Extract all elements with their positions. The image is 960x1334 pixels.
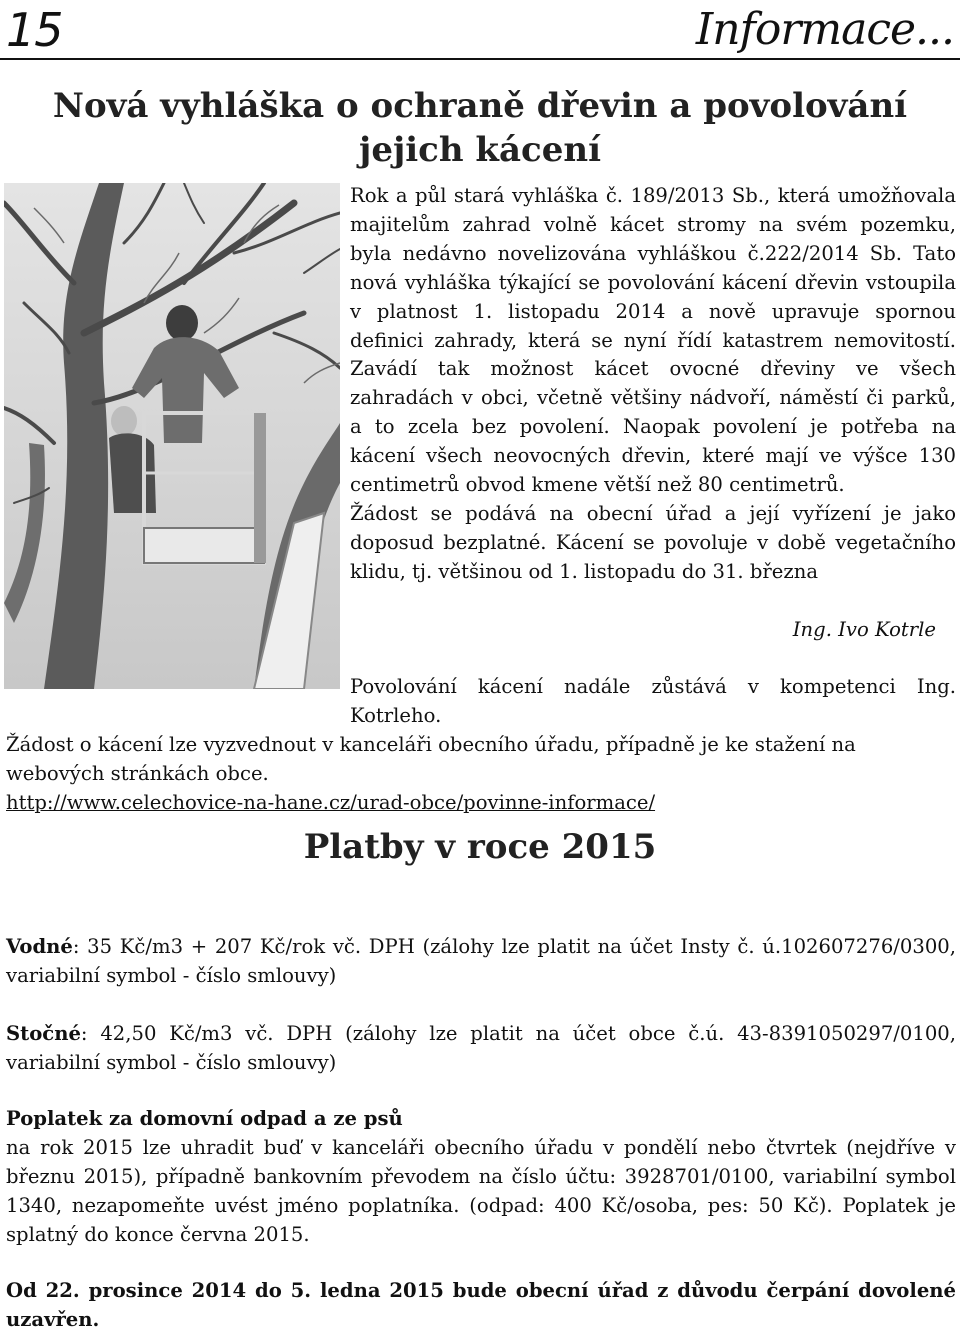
header-rule — [0, 58, 960, 60]
office-closure-notice: Od 22. prosince 2014 do 5. ledna 2015 bude obecní úřad z důvodu čerpání dovolené uzavřen. — [6, 1279, 956, 1331]
article-title — [0, 84, 960, 172]
waste-fee-text: na rok 2015 lze uhradit buď v kanceláři obecního úřadu v pondělí nebo čtvrtek (nejdříve v březnu 2015), případně bankovním převodem na číslo účtu: 3928701/0100, variabilní symbol 1340, nezapomeňte uvést jméno poplatníka. (odpad: 400 Kč/osoba, pes: 50 Kč). Poplatek je splatný do konce června 2015. — [6, 1136, 956, 1246]
municipal-website-link[interactable]: http://www.celechovice-na-hane.cz/urad-obce/povinne-informace/ — [6, 791, 656, 814]
article-paragraph: Rok a půl stará vyhláška č. 189/2013 Sb., která umožňovala majitelům zahrad volně kácet stromy na svém pozemku, byla nedávno novelizována vyhláškou č.222/2014 Sb. Tato nová vyhláška týkající se povolování kácení dřevin vstoupila v platnost 1. listopadu 2014 a nově upravuje spornou definici zahrady, která se nyní řídí katastrem nemovitostí. Zavádí tak možnost kácet ovocné dřeviny ve všech zahradách v obci, včetně většiny nádvoří, náměstí či parků, a to zcela bez povolení. Naopak povolení je potřeba na kácení všech neovocných dřevin, které mají ve výšce 130 centimetrů obvod kmene větší než 80 centimetrů. — [350, 184, 956, 497]
application-note — [6, 730, 956, 817]
article-body — [350, 182, 956, 587]
water-fee-text: : 35 Kč/m3 + 207 Kč/rok vč. DPH (zálohy lze platit na účet Insty č. ú.102607276/0300, variabilní symbol - číslo smlouvy) — [6, 935, 956, 987]
article-title-line1: Nová vyhláška o ochraně dřevin a povolování — [52, 86, 908, 126]
kotrle-note — [350, 672, 956, 730]
water-fee-label: Vodné — [6, 935, 73, 958]
sewer-fee-label: Stočné — [6, 1022, 81, 1045]
waste-fee — [6, 1104, 956, 1249]
waste-fee-heading: Poplatek za domovní odpad a ze psů — [6, 1107, 403, 1130]
kotrle-note-text: Povolování kácení nadále zůstává v kompetenci Ing. Kotrleho. — [350, 675, 956, 727]
page-number: 15 — [6, 3, 63, 57]
payments-title: Platby v roce 2015 — [303, 827, 657, 867]
tree-cutting-photo — [4, 183, 340, 689]
section-title: Informace... — [695, 4, 954, 55]
article-paragraph: Žádost se podává na obecní úřad a její vyřízení je jako doposud bezplatné. Kácení se povoluje v době vegetačního klidu, tj. většinou od 1. listopadu do 31. března — [350, 501, 956, 583]
article-title-line2: jejich kácení — [359, 130, 601, 170]
sewer-fee-text: : 42,50 Kč/m3 vč. DPH (zálohy lze platit na účet obce č.ú. 43-8391050297/0100, variabilní symbol - číslo smlouvy) — [6, 1022, 956, 1074]
article-author: Ing. Ivo Kotrle — [792, 618, 936, 641]
application-note-text: Žádost o kácení lze vyzvednout v kanceláři obecního úřadu, případně je ke stažení na webových stránkách obce. — [6, 733, 856, 785]
sewer-fee — [6, 1019, 956, 1077]
water-fee — [6, 932, 956, 990]
